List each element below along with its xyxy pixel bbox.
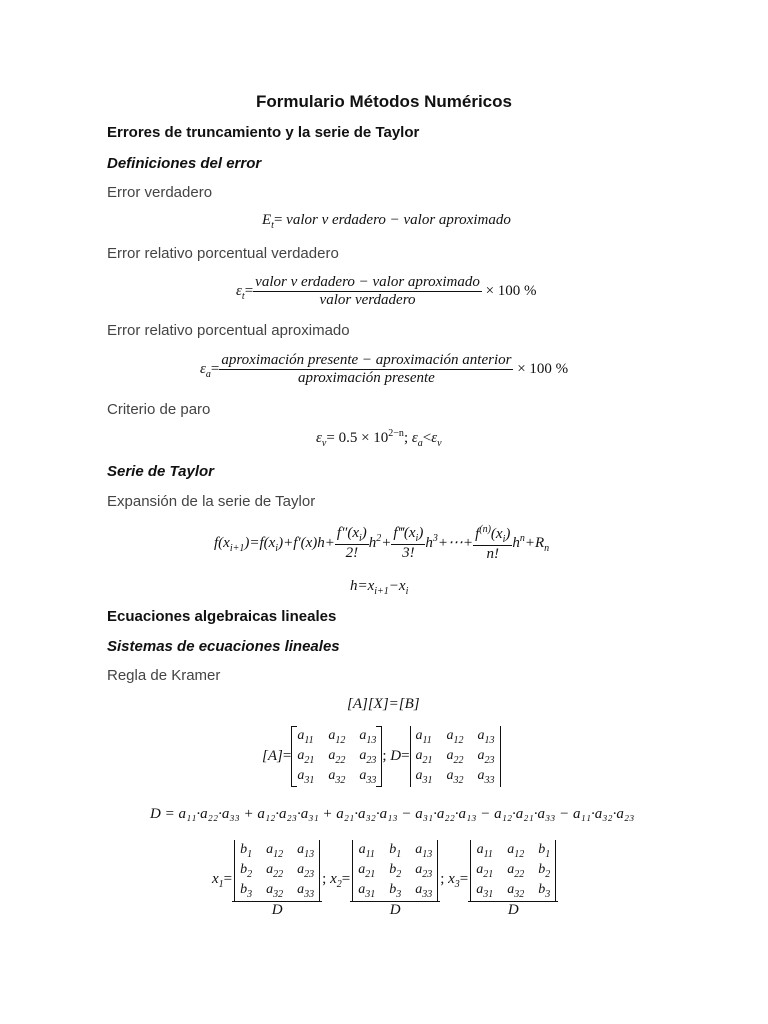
- det-x2: $a_{11}$ $b_1$ $a_{13}$ $a_{21}$ $b_2$ $a_{23}$ $a_{31}$ $b_3$ $a_{33}$: [352, 840, 438, 901]
- formula-stop: $\varepsilon_v= 0.5 \times 10^{2-n}$; $\varepsilon_a<\varepsilon_v$: [316, 428, 442, 449]
- label-stop: Criterio de paro: [107, 401, 211, 418]
- rel-true-times: × 100 %: [485, 282, 537, 299]
- rel-approx-num: aproximación presente − aproximación anterior: [221, 352, 512, 368]
- section-linear: Ecuaciones algebraicas lineales: [107, 608, 337, 625]
- formula-cramer-x: $x_1=$ $b_1$ $a_{12}$ $a_{13}$ $b_2$ $a_{22}$ $a_{23}$ $b_3$ $a_{32}$ $a_{33}$ D ; $x_2=$ $a_{11}$ $b_1$ $a_{13}$ $a_{21}$ $b_2$ $a_{23}$ $a_{31}$ $b_3$ $a_{33}$ D ; $x_3=$ $a_{11}$ $a_{12}$ $b_1$ $a_{21}$ $a_{22}$ $b_2$ $a_{31}$ $a_{32}$ $b_3$ D: [212, 840, 558, 919]
- formula-AXB: [A][X]=[B]: [347, 696, 420, 712]
- formula-rel-approx: $\varepsilon_a=$ $\frac{\text{aproximación presente − aproximación anterior}}{\text{aproximación presente}}$ × 100 %: [200, 352, 569, 386]
- rel-approx-times: × 100 %: [517, 360, 569, 377]
- formula-D-expansion: D = a₁₁·a₂₂·a₃₃ + a₁₂·a₂₃·a₃₁ + a₂₁·a₃₂·a₁₃ − a₃₁·a₂₂·a₁₃ − a₁₂·a₂₁·a₃₃ − a₁₁·a₃₂·a₂₃: [150, 806, 635, 822]
- label-kramer: Regla de Kramer: [107, 667, 221, 684]
- section-taylor: Serie de Taylor: [107, 463, 214, 480]
- section-error-defs: Definiciones del error: [107, 155, 262, 172]
- section-truncation: Errores de truncamiento y la serie de Taylor: [107, 124, 420, 141]
- matrix-A: $a_{11}$ $a_{12}$ $a_{13}$ $a_{21}$ $a_{22}$ $a_{23}$ $a_{31}$ $a_{32}$ $a_{33}$: [291, 726, 382, 787]
- formula-A-D: [A]= $a_{11}$ $a_{12}$ $a_{13}$ $a_{21}$ $a_{22}$ $a_{23}$ $a_{31}$ $a_{32}$ $a_{33}$ ; D= $a_{11}$ $a_{12}$ $a_{13}$ $a_{21}$ $a_{22}$ $a_{23}$ $a_{31}$ $a_{32}$ $a_{33}$: [262, 726, 501, 787]
- label-rel-approx: Error relativo porcentual aproximado: [107, 322, 350, 339]
- label-rel-true: Error relativo porcentual verdadero: [107, 245, 339, 262]
- formula-taylor: $f(x_{i+1})=f(x_i)+f'(x)h+$ $\frac{f''(x_i)}{2!}$ $h^2+$ $\frac{f‴(x_i)}{3!}$ $h^3+\cdots+$ $\frac{f^{(n)}(x_i)}{n!}$ $h^n+R_n$: [214, 524, 550, 562]
- section-systems: Sistemas de ecuaciones lineales: [107, 638, 340, 655]
- det-x3: $a_{11}$ $a_{12}$ $b_1$ $a_{21}$ $a_{22}$ $b_2$ $a_{31}$ $a_{32}$ $b_3$: [470, 840, 556, 901]
- formula-rel-true: $\varepsilon_t=$ $\frac{\text{valor v erdadero − valor aproximado}}{\text{valor verdadero}}$ × 100 %: [236, 274, 537, 308]
- formula-true-error: $E_t=$ valor v erdadero − valor aproximado: [262, 212, 511, 231]
- determinant-D: $a_{11}$ $a_{12}$ $a_{13}$ $a_{21}$ $a_{22}$ $a_{23}$ $a_{31}$ $a_{32}$ $a_{33}$: [410, 726, 501, 787]
- stop-exp: 2−n: [388, 428, 404, 439]
- true-error-rhs: valor v erdadero − valor aproximado: [286, 212, 511, 228]
- page-title: Formulario Métodos Numéricos: [256, 92, 512, 111]
- label-taylor-exp: Expansión de la serie de Taylor: [107, 493, 316, 510]
- label-true-error: Error verdadero: [107, 184, 213, 201]
- rel-true-den: valor verdadero: [319, 292, 416, 308]
- rel-approx-den: aproximación presente: [298, 370, 435, 386]
- det-x1: $b_1$ $a_{12}$ $a_{13}$ $b_2$ $a_{22}$ $a_{23}$ $b_3$ $a_{32}$ $a_{33}$: [234, 840, 320, 901]
- rel-true-num: valor v erdadero − valor aproximado: [255, 274, 480, 290]
- stop-rhs: = 0.5 × 10: [326, 430, 389, 446]
- formula-h: $h=x_{i+1}-x_i$: [350, 578, 409, 597]
